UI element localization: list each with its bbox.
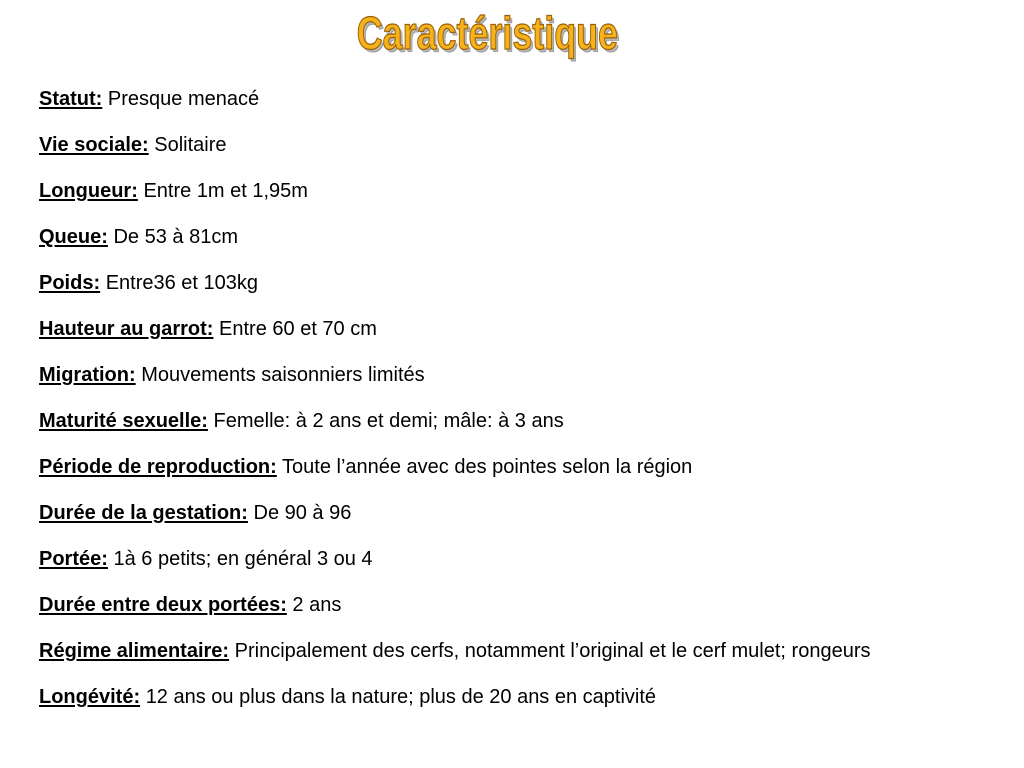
fact-label: Longueur: [39,180,138,202]
slide-title: Caractéristique [356,7,619,59]
fact-row [39,222,1004,253]
fact-label: Statut: [39,88,103,110]
fact-row [39,452,1004,483]
fact-value: Entre 1m et 1,95m [143,180,308,202]
facts-list [39,84,1004,728]
fact-row [39,406,1004,437]
fact-label: Migration: [39,364,136,386]
fact-value: Entre 60 et 70 cm [219,318,377,340]
fact-label: Période de reproduction: [39,456,277,478]
fact-label: Régime alimentaire: [39,640,230,662]
fact-value: Solitaire [154,134,227,156]
fact-value: De 53 à 81cm [113,226,238,248]
fact-label: Vie sociale: [39,134,149,156]
fact-row [39,498,1004,529]
fact-row [39,360,1004,391]
fact-row [39,590,1004,621]
fact-value: Entre36 et 103kg [105,272,259,294]
fact-label: Portée: [39,548,108,570]
fact-row [39,268,1004,299]
fact-row [39,544,1004,575]
fact-row [39,130,1004,161]
fact-row [39,314,1004,345]
fact-label: Hauteur au garrot: [39,318,214,340]
fact-value: Mouvements saisonniers limités [141,364,425,386]
fact-row [39,84,1004,115]
fact-label: Maturité sexuelle: [39,410,208,432]
fact-label: Longévité: [39,686,141,708]
fact-value: Principalement des cerfs, notamment l’original et le cerf mulet; rongeurs [234,640,871,662]
fact-label: Durée entre deux portées: [39,594,287,616]
fact-label: Durée de la gestation: [39,502,248,524]
fact-row [39,682,1004,713]
fact-value: Femelle: à 2 ans et demi; mâle: à 3 ans [213,410,564,432]
fact-value: 1à 6 petits; en général 3 ou 4 [113,548,373,570]
fact-value: 12 ans ou plus dans la nature; plus de 20 ans en captivité [145,686,657,708]
fact-value: Presque menacé [107,88,260,110]
fact-label: Poids: [39,272,101,294]
fact-value: 2 ans [292,594,342,616]
fact-value: Toute l’année avec des pointes selon la région [282,456,693,478]
fact-row [39,636,1004,667]
fact-label: Queue: [39,226,108,248]
fact-row [39,176,1004,207]
fact-value: De 90 à 96 [253,502,352,524]
